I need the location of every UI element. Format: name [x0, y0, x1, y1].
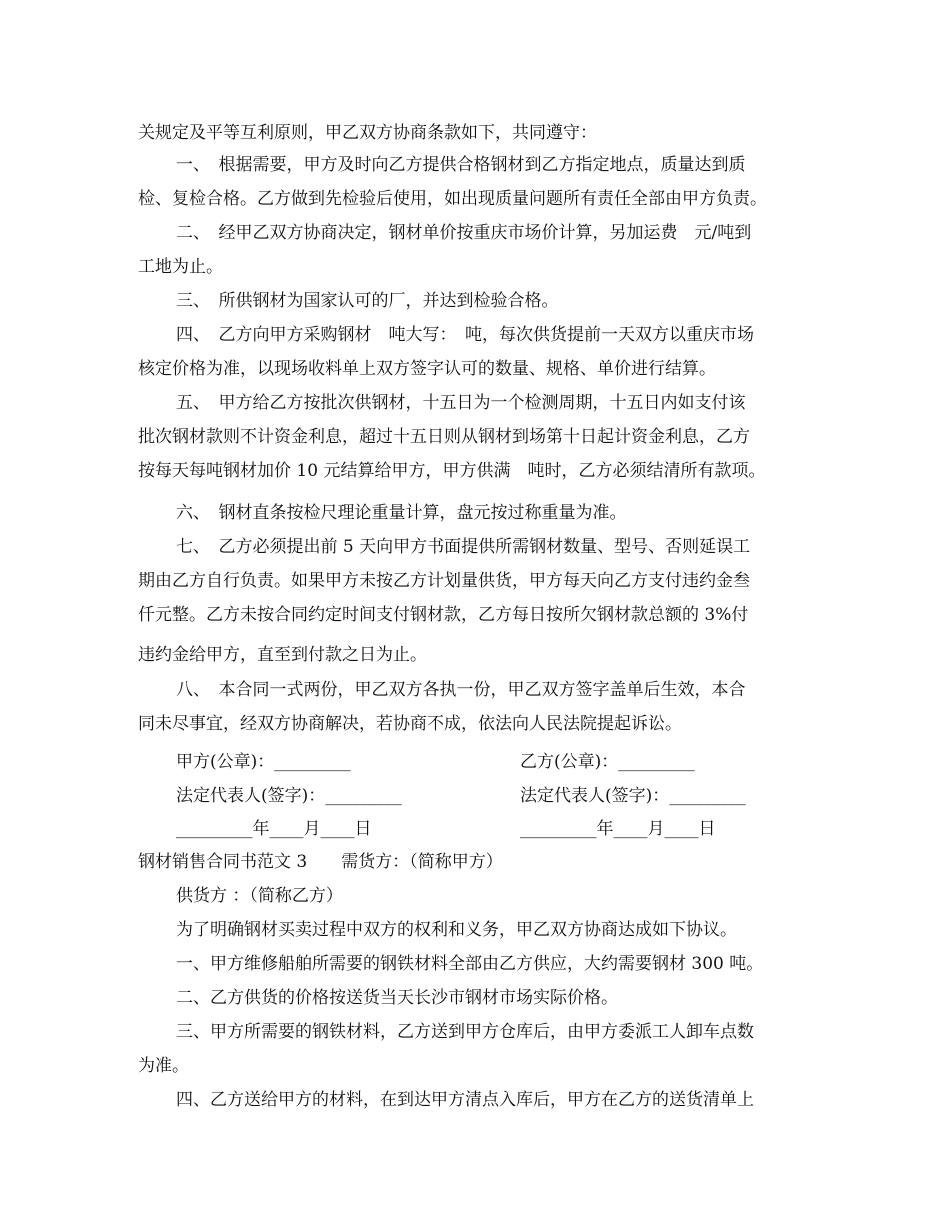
text-line: 违约金给甲方，直至到付款之日为止。 — [138, 645, 427, 665]
text-line: 二、乙方供货的价格按送货当天长沙市钢材市场实际价格。 — [176, 988, 618, 1008]
text-line: 期由乙方自行负责。如果甲方未按乙方计划量供货，甲方每天向乙方支付违约金叁 — [138, 571, 750, 591]
text-line: 一、 根据需要，甲方及时向乙方提供合格钢材到乙方指定地点，质量达到质 — [176, 155, 746, 175]
text-line: 四、乙方送给甲方的材料，在到达甲方清点入库后，甲方在乙方的送货清单上 — [176, 1090, 754, 1110]
party-b-date: _________年____月____日 — [520, 819, 716, 839]
party-b-representative: 法定代表人(签字)：_________ — [520, 786, 746, 806]
text-line: 检、复检合格。乙方做到先检验后使用，如出现质量问题所有责任全部由甲方负责。 — [138, 189, 767, 209]
text-line: 按每天每吨钢材加价 10 元结算给甲方，甲方供满 吨时，乙方必须结清所有款项。 — [138, 461, 766, 481]
text-line: 核定价格为准，以现场收料单上双方签字认可的数量、规格、单价进行结算。 — [138, 359, 716, 379]
section-heading: 钢材销售合同书范文 3 需货方：（简称甲方） — [138, 852, 503, 872]
party-a-seal: 甲方(公章)：_________ — [176, 752, 351, 772]
text-line: 供货方 ：（简称乙方） — [176, 886, 343, 906]
text-line: 八、 本合同一式两份，甲乙双方各执一份，甲乙双方签字盖单后生效，本合 — [176, 680, 746, 700]
text-line: 关规定及平等互利原则，甲乙双方协商条款如下，共同遵守： — [138, 123, 597, 143]
party-b-seal: 乙方(公章)：_________ — [520, 752, 695, 772]
text-line: 四、 乙方向甲方采购钢材 吨大写： 吨，每次供货提前一天双方以重庆市场 — [176, 325, 754, 345]
text-line: 五、 甲方给乙方按批次供钢材，十五日为一个检测周期，十五日内如支付该 — [176, 393, 746, 413]
text-line: 为了明确钢材买卖过程中双方的权利和义务，甲乙双方协商达成如下协议。 — [176, 920, 737, 940]
text-line: 批次钢材款则不计资金利息，超过十五日则从钢材到场第十日起计资金利息，乙方 — [138, 427, 750, 447]
text-line: 一、甲方维修船舶所需要的钢铁材料全部由乙方供应，大约需要钢材 300 吨。 — [176, 954, 764, 974]
text-line: 同未尽事宜，经双方协商解决，若协商不成，依法向人民法院提起诉讼。 — [138, 714, 682, 734]
text-line: 三、甲方所需要的钢铁材料，乙方送到甲方仓库后，由甲方委派工人卸车点数 — [176, 1022, 754, 1042]
text-line: 三、 所供钢材为国家认可的厂，并达到检验合格。 — [176, 291, 559, 311]
text-line: 仟元整。乙方未按合同约定时间支付钢材款，乙方每日按所欠钢材款总额的 3%付 — [138, 605, 749, 625]
party-a-date: _________年____月____日 — [176, 819, 372, 839]
text-line: 为准。 — [138, 1056, 189, 1076]
text-line: 六、 钢材直条按检尺理论重量计算，盘元按过称重量为准。 — [176, 503, 627, 523]
text-line: 工地为止。 — [138, 257, 223, 277]
text-line: 七、 乙方必须提出前 5 天向甲方书面提供所需钢材数量、型号、否则延误工 — [176, 537, 751, 557]
text-line: 二、 经甲乙双方协商决定，钢材单价按重庆市场价计算，另加运费 元/吨到 — [176, 223, 752, 243]
party-a-representative: 法定代表人(签字)：_________ — [176, 786, 402, 806]
